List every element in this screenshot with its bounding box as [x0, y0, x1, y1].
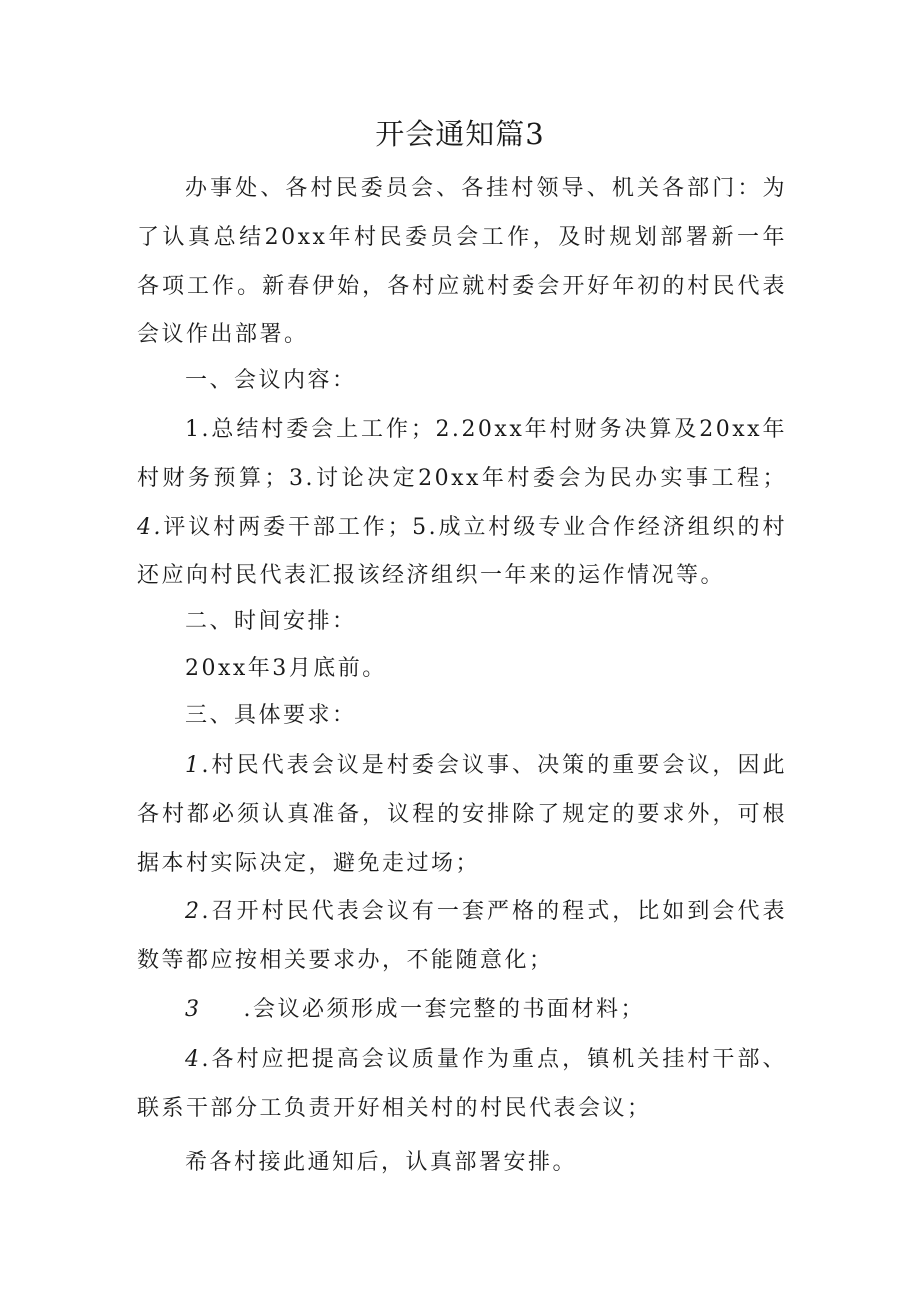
item-number: 4. — [137, 514, 163, 540]
meeting-content-paragraph — [137, 406, 787, 601]
requirement-text: .各村应把提高会议质量作为重点，镇机关挂村干部、联系干部分工负责开好相关村的村民代表会议； — [137, 1047, 787, 1121]
requirement-number: 3 — [185, 997, 202, 1022]
item-text: 讨论决定20xx年村委会为民办实事工程； — [315, 465, 787, 491]
item-number: 3. — [289, 465, 316, 491]
requirement-text: .村民代表会议是村委会议事、决策的重要会议，因此各村都必须认真准备，议程的安排除了规定的要求外，可根据本村实际决定，避免走过场； — [137, 753, 787, 876]
requirement-text: .会议必须形成一套完整的书面材料； — [243, 997, 645, 1022]
requirement-item — [137, 888, 787, 986]
item-text: 评议村两委干部工作； — [163, 514, 413, 540]
closing-paragraph: 希各村接此通知后，认真部署安排。 — [185, 1150, 578, 1175]
section2-heading: 二、时间安排： — [185, 609, 357, 634]
requirement-number: 2 — [185, 899, 202, 924]
intro-paragraph: 办事处、各村民委员会、各挂村领导、机关各部门：为了认真总结20xx年村民委员会工作，及时规划部署新一年各项工作。新春伊始，各村应就村委会开好年初的村民代表会议作出部署。 — [137, 176, 787, 348]
document-title: 开会通知篇3 — [375, 117, 545, 151]
requirement-text: .召开村民代表会议有一套严格的程式，比如到会代表数等都应按相关要求办，不能随意化； — [137, 899, 787, 973]
item-number: 1. — [185, 417, 211, 442]
item-text: 成立村级专业合作经济组织的村还应向村民代表汇报该经济组织一年来的运作情况等。 — [137, 514, 787, 589]
item-number: 2. — [435, 417, 462, 442]
requirement-item — [137, 1036, 787, 1134]
item-text: 20xx年村财务决算及20xx年村财务预算； — [137, 417, 787, 491]
requirement-item — [137, 742, 787, 888]
section3-heading: 三、具体要求： — [185, 703, 357, 728]
requirement-item — [137, 986, 787, 1035]
item-text: 总结村委会上工作； — [211, 417, 436, 442]
item-number: 5. — [412, 514, 439, 540]
requirement-number: 1 — [185, 753, 202, 778]
time-arrangement-text: 20xx年3月底前。 — [185, 656, 387, 681]
section1-heading: 一、会议内容： — [185, 368, 357, 393]
requirement-number: 4 — [185, 1047, 202, 1072]
